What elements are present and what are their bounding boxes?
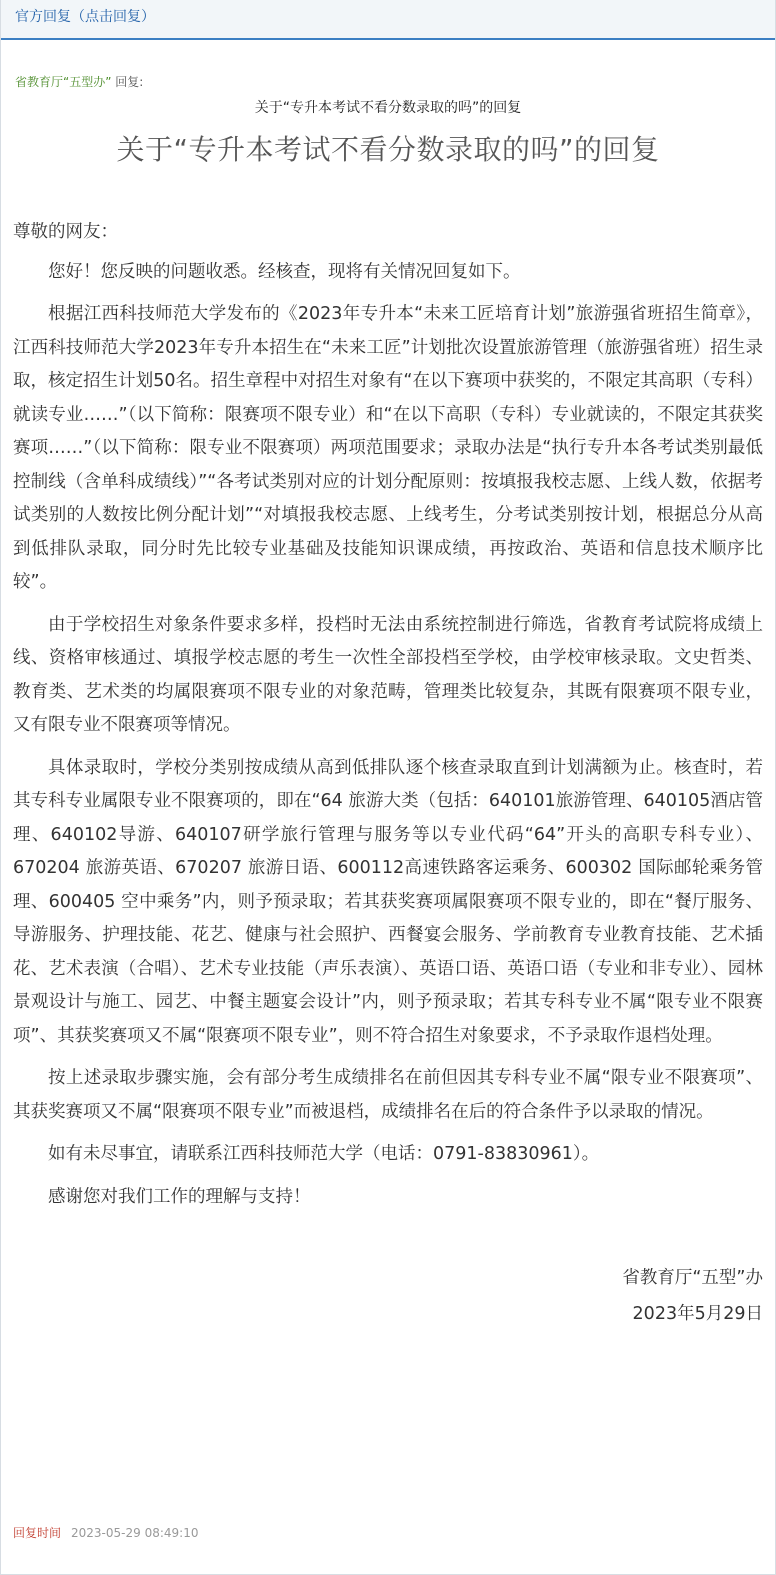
- official-reply-header: [1, 0, 775, 40]
- signature-org: 省教育厅“五型”办: [622, 1268, 763, 1288]
- paragraph-outcome: 按上述录取步骤实施，会有部分考生成绩排名在前但因其专科专业不属“限专业不限赛项”、其获奖赛项又不属“限赛项不限专业”而被退档，成绩排名在后的符合条件予以录取的情况。: [13, 1068, 763, 1122]
- reply-time-value: 2023-05-29 08:49:10: [71, 1526, 199, 1540]
- paragraph-filing-process: 由于学校招生对象条件要求多样，投档时无法由系统控制进行筛选，省教育考试院将成绩上线、资格审核通过、填报学校志愿的考生一次性全部投档至学校，由学校审核录取。文史哲类、教育类、艺术类的均属限赛项不限专业的对象范畴，管理类比较复杂，其既有限赛项不限专业，又有限专业不限赛项等情况。: [13, 614, 763, 735]
- reply-body: [13, 216, 763, 1214]
- responder-name: 省教育厅“五型办”: [15, 75, 112, 89]
- salutation: 尊敬的网友：: [13, 222, 118, 242]
- paragraph-contact: 如有未尽事宜，请联系江西科技师范大学（电话：0791-83830961）。: [48, 1144, 600, 1164]
- reply-time-footer: [13, 1525, 198, 1541]
- paragraph-greeting: 您好！您反映的问题收悉。经核查，现将有关情况回复如下。: [48, 261, 521, 282]
- reply-meta: [15, 74, 775, 90]
- paragraph-thanks: 感谢您对我们工作的理解与支持！: [48, 1186, 311, 1207]
- reply-time-label: 回复时间: [13, 1526, 62, 1540]
- signature-block: [1, 1260, 775, 1332]
- official-reply-link[interactable]: 官方回复（点击回复）: [15, 9, 155, 25]
- paragraph-admission-rules: 根据江西科技师范大学发布的《2023年专升本“未来工匠培育计划”旅游强省班招生简章》，江西科技师范大学2023年专升本招生在“未来工匠”计划批次设置旅游管理（旅游强省班）招生录取，核定招生计划50名。招生章程中对招生对象有“在以下赛项中获奖的，不限定其高职（专科）就读专业……”（以下简称：限赛项不限专业）和“在以下高职（专科）专业就读的，不限定其获奖赛项……”（以下简称：限专业不限赛项）两项范围要求；录取办法是“执行专升本各考试类别最低控制线（含单科成绩线）”“各考试类别对应的计划分配原则：按填报我校志愿、上线人数，依据考试类别的人数按比例分配计划”“对填报我校志愿、上线考生，分考试类别按计划，根据总分从高到低排队录取，同分时先比较专业基础及技能知识课成绩，再按政治、英语和信息技术顺序比较”。: [13, 304, 763, 592]
- reply-title: 关于“专升本考试不看分数录取的吗”的回复: [116, 133, 660, 166]
- reply-subject: 关于“专升本考试不看分数录取的吗”的回复: [254, 100, 522, 116]
- paragraph-review-details: 具体录取时，学校分类别按成绩从高到低排队逐个核查录取直到计划满额为止。核查时，若其专科专业属限专业不限赛项的，即在“64 旅游大类（包括：640101旅游管理、640105酒店管理、640102导游、640107研学旅行管理与服务等以专业代码“64”开头的高职专科专业）、670204 旅游英语、670207 旅游日语、600112高速铁路客运乘务、600302 国际邮轮乘务管理、600405 空中乘务”内，则予预录取；若其获奖赛项属限赛项不限专业的，即在“餐厅服务、导游服务、护理技能、花艺、健康与社会照护、西餐宴会服务、学前教育专业教育技能、艺术插花、艺术表演（合唱）、艺术专业技能（声乐表演）、英语口语、英语口语（专业和非专业）、园林景观设计与施工、园艺、中餐主题宴会设计”内，则予预录取；若其专科专业不属“限专业不限赛项”、其获奖赛项又不属“限赛项不限专业”，则不符合招生对象要求，不予录取作退档处理。: [13, 757, 763, 1046]
- signature-date: 2023年5月29日: [632, 1304, 763, 1324]
- reply-label: 回复:: [111, 75, 144, 89]
